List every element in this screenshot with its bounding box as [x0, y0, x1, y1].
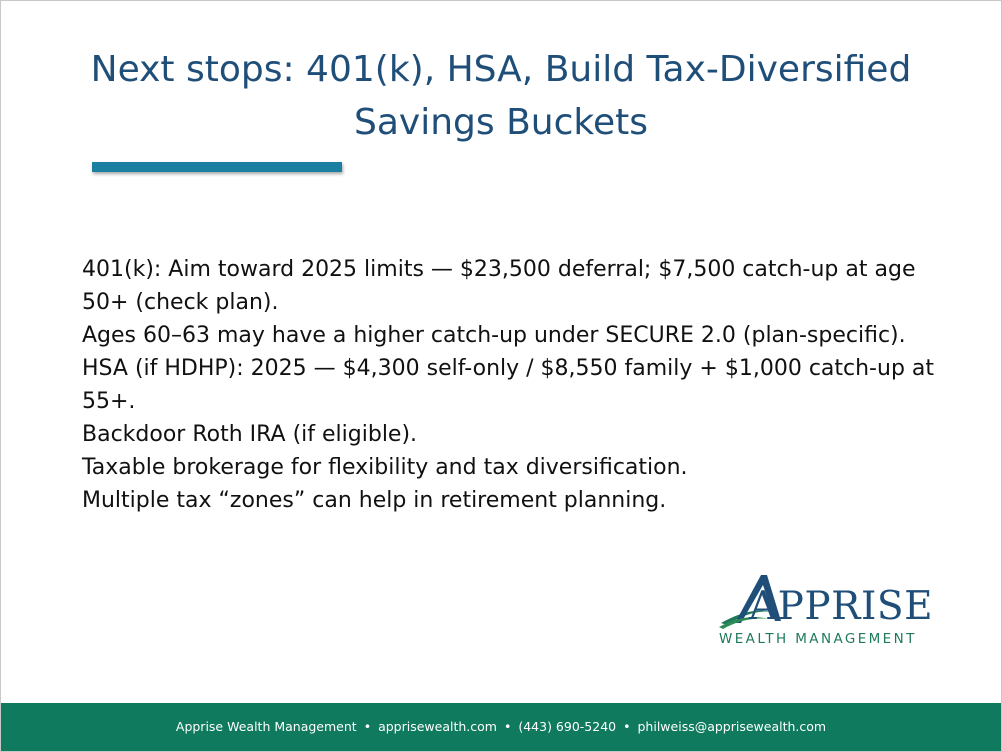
slide-title-line-2: Savings Buckets — [354, 102, 648, 143]
apprise-logo — [719, 573, 945, 653]
bullet-backdoor-roth: Backdoor Roth IRA (if eligible). — [82, 422, 418, 447]
footer-company: Apprise Wealth Management — [175, 719, 357, 734]
bullet-401k: 401(k): Aim toward 2025 limits — $23,500 deferral; $7,500 catch-up at age 50+ (check plan). — [82, 257, 916, 315]
logo-tagline: WEALTH MANAGEMENT — [719, 631, 917, 647]
bullet-taxable-brokerage: Taxable brokerage for flexibility and tax diversification. — [82, 455, 688, 480]
footer-website[interactable]: apprisewealth.com — [378, 719, 497, 734]
slide-title-line-1: Next stops: 401(k), HSA, Build Tax-Diversified — [90, 49, 912, 90]
bullet-hsa: HSA (if HDHP): 2025 — $4,300 self-only / $8,550 family + $1,000 catch-up at 55+. — [82, 356, 935, 414]
title-accent-bar — [92, 162, 342, 172]
footer-phone: (443) 690-5240 — [518, 719, 617, 734]
footer-separator: • — [623, 719, 631, 734]
footer-email[interactable]: philweiss@apprisewealth.com — [637, 719, 827, 734]
slide-title — [41, 43, 961, 149]
footer-bar — [1, 703, 1001, 751]
footer-separator: • — [363, 719, 372, 734]
footer-separator: • — [503, 719, 512, 734]
logo-wordmark: APPRISE — [749, 584, 934, 629]
bullet-secure-catch-up: Ages 60–63 may have a higher catch-up under SECURE 2.0 (plan-specific). — [82, 323, 906, 348]
bullet-list — [82, 253, 962, 517]
bullet-tax-zones: Multiple tax “zones” can help in retirement planning. — [82, 488, 667, 513]
